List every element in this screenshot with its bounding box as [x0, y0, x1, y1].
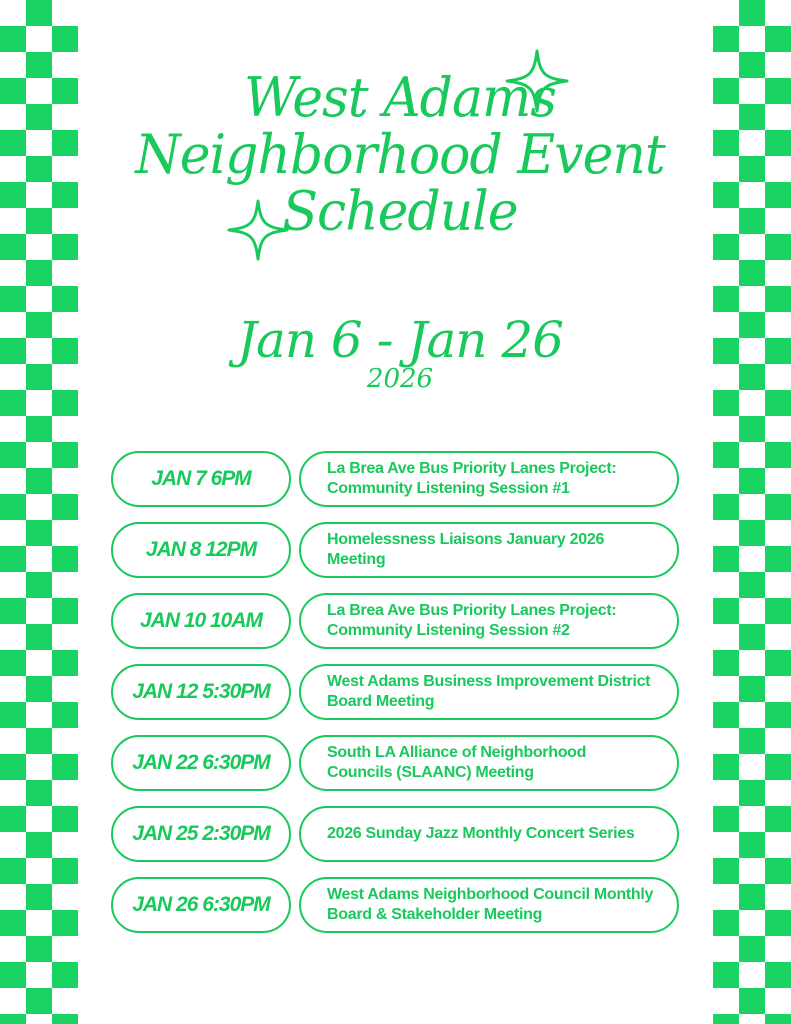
checker-border-right: [713, 0, 791, 1024]
event-row: [111, 877, 681, 933]
event-title: South LA Alliance of Neighborhood Councils (SLAANC) Meeting: [327, 744, 587, 781]
event-row: [111, 451, 681, 507]
event-row: [111, 593, 681, 649]
title-line-1: West Adams: [244, 66, 556, 130]
event-date: JAN 25 2:30PM: [111, 806, 291, 862]
event-row: [111, 806, 681, 862]
event-date: JAN 22 6:30PM: [111, 735, 291, 791]
sparkle-icon: [504, 48, 570, 114]
title-line-3: Schedule: [282, 180, 518, 244]
event-row: [111, 522, 681, 578]
event-title: 2026 Sunday Jazz Monthly Concert Series: [327, 825, 635, 842]
event-title: Homelessness Liaisons January 2026 Meeting: [327, 531, 605, 568]
event-title: La Brea Ave Bus Priority Lanes Project: Community Listening Session #1: [327, 460, 617, 497]
event-title-pill: [299, 735, 679, 791]
event-title-pill: [299, 522, 679, 578]
event-title-pill: [299, 593, 679, 649]
event-date: JAN 7 6PM: [111, 451, 291, 507]
event-date: JAN 26 6:30PM: [111, 877, 291, 933]
page-title: [100, 66, 700, 244]
event-row: [111, 664, 681, 720]
event-title: West Adams Business Improvement District Board Meeting: [327, 673, 651, 710]
event-title-pill: [299, 451, 679, 507]
event-row: [111, 735, 681, 791]
event-title: West Adams Neighborhood Council Monthly Board & Stakeholder Meeting: [327, 886, 654, 923]
event-date: JAN 8 12PM: [111, 522, 291, 578]
checker-border-left: [0, 0, 78, 1024]
event-title-pill: [299, 664, 679, 720]
sparkle-icon: [226, 198, 290, 262]
event-title: La Brea Ave Bus Priority Lanes Project: Community Listening Session #2: [327, 602, 617, 639]
year: 2026: [366, 364, 434, 394]
event-date: JAN 10 10AM: [111, 593, 291, 649]
event-date: JAN 12 5:30PM: [111, 664, 291, 720]
event-title-pill: [299, 806, 679, 862]
date-range: Jan 6 - Jan 26: [236, 311, 563, 369]
event-title-pill: [299, 877, 679, 933]
title-line-2: Neighborhood Event: [135, 123, 665, 187]
